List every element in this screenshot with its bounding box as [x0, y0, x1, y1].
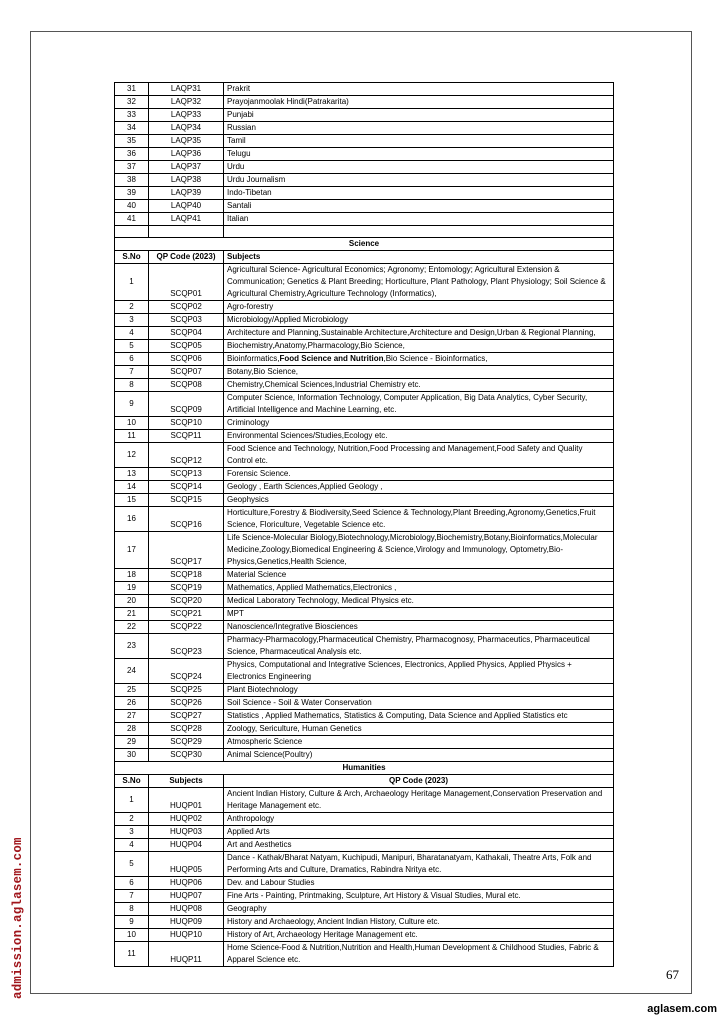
- row-subject: Urdu: [224, 161, 614, 174]
- row-subject: Art and Aesthetics: [224, 839, 614, 852]
- row-subject: Physics, Computational and Integrative Sciences, Electronics, Applied Physics, Applied Physics + Electronics Engineering: [224, 659, 614, 684]
- row-subject: Prayojanmoolak Hindi(Patrakarita): [224, 96, 614, 109]
- row-sno: 31: [115, 83, 149, 96]
- row-sno: 40: [115, 200, 149, 213]
- table-row: [115, 507, 614, 532]
- row-subject: Computer Science, Information Technology, Computer Application, Big Data Analytics, Cyber Security, Artificial Intelligence and Machine Learning, etc.: [224, 392, 614, 417]
- section-title-row: [115, 762, 614, 775]
- row-subject: Architecture and Planning,Sustainable Architecture,Architecture and Design,Urban & Regional Planning,: [224, 327, 614, 340]
- row-qp-code: SCQP04: [149, 327, 224, 340]
- row-qp-code: SCQP01: [149, 264, 224, 301]
- row-subject: Tamil: [224, 135, 614, 148]
- row-qp-code: SCQP29: [149, 736, 224, 749]
- row-subject: Geophysics: [224, 494, 614, 507]
- blank-cell: [224, 226, 614, 238]
- row-subject: Environmental Sciences/Studies,Ecology etc.: [224, 430, 614, 443]
- row-qp-code: LAQP39: [149, 187, 224, 200]
- table-row: [115, 595, 614, 608]
- row-subject: Punjabi: [224, 109, 614, 122]
- row-subject: MPT: [224, 608, 614, 621]
- table-row: [115, 697, 614, 710]
- row-sno: 6: [115, 877, 149, 890]
- subject-text: Bioinformatics,: [227, 354, 280, 363]
- row-sno: 13: [115, 468, 149, 481]
- row-qp-code: HUQP08: [149, 903, 224, 916]
- row-qp-code: HUQP04: [149, 839, 224, 852]
- table-row: [115, 532, 614, 569]
- row-subject: Life Science-Molecular Biology,Biotechnology,Microbiology,Biochemistry,Botany,Bioinformatics,Molecular Medicine,Zoology,Biomedical Engineering & Science,Virology and Immunology, Optometry,Bio-Physics,Genetics,Health Science,: [224, 532, 614, 569]
- table-row: [115, 200, 614, 213]
- table-row: [115, 916, 614, 929]
- row-qp-code: SCQP10: [149, 417, 224, 430]
- table-row: [115, 736, 614, 749]
- row-subject: Plant Biotechnology: [224, 684, 614, 697]
- row-subject: Agro-forestry: [224, 301, 614, 314]
- header-row: [115, 251, 614, 264]
- row-sno: 35: [115, 135, 149, 148]
- row-sno: 3: [115, 826, 149, 839]
- row-qp-code: SCQP21: [149, 608, 224, 621]
- row-subject: Agricultural Science- Agricultural Economics; Agronomy; Entomology; Agricultural Extension & Communication; Genetics & Plant Breeding; Horticulture, Plant Pathology, Plant Physiology; Soil Science & Agricultural Chemistry,Agriculture Technology (Informatics),: [224, 264, 614, 301]
- table-row: [115, 634, 614, 659]
- row-qp-code: HUQP05: [149, 852, 224, 877]
- row-qp-code: LAQP38: [149, 174, 224, 187]
- row-subject: Mathematics, Applied Mathematics,Electronics ,: [224, 582, 614, 595]
- row-subject: Criminology: [224, 417, 614, 430]
- blank-row: [115, 226, 614, 238]
- row-sno: 16: [115, 507, 149, 532]
- header-col2: Subjects: [149, 775, 224, 788]
- row-qp-code: SCQP13: [149, 468, 224, 481]
- row-subject: Geology , Earth Sciences,Applied Geology ,: [224, 481, 614, 494]
- row-subject: Russian: [224, 122, 614, 135]
- row-qp-code: HUQP03: [149, 826, 224, 839]
- blank-cell: [149, 226, 224, 238]
- row-subject: Statistics , Applied Mathematics, Statistics & Computing, Data Science and Applied Statistics etc: [224, 710, 614, 723]
- row-sno: 38: [115, 174, 149, 187]
- row-qp-code: SCQP18: [149, 569, 224, 582]
- row-qp-code: LAQP35: [149, 135, 224, 148]
- row-subject: Anthropology: [224, 813, 614, 826]
- header-sno: S.No: [115, 251, 149, 264]
- row-subject: Urdu Journalism: [224, 174, 614, 187]
- row-subject: Indo-Tibetan: [224, 187, 614, 200]
- row-qp-code: SCQP12: [149, 443, 224, 468]
- row-subject: Italian: [224, 213, 614, 226]
- row-sno: 1: [115, 264, 149, 301]
- row-qp-code: SCQP20: [149, 595, 224, 608]
- row-qp-code: SCQP30: [149, 749, 224, 762]
- row-subject: Horticulture,Forestry & Biodiversity,Seed Science & Technology,Plant Breeding,Agronomy,Genetics,Fruit Science, Floriculture, Vegetable Science etc.: [224, 507, 614, 532]
- row-subject: History and Archaeology, Ancient Indian History, Culture etc.: [224, 916, 614, 929]
- row-sno: 10: [115, 417, 149, 430]
- table-row: [115, 83, 614, 96]
- row-qp-code: SCQP24: [149, 659, 224, 684]
- table-row: [115, 813, 614, 826]
- table-row: [115, 161, 614, 174]
- table-row: [115, 96, 614, 109]
- table-row: [115, 903, 614, 916]
- table-row: [115, 443, 614, 468]
- row-sno: 22: [115, 621, 149, 634]
- row-qp-code: SCQP23: [149, 634, 224, 659]
- row-subject: Forensic Science.: [224, 468, 614, 481]
- row-sno: 12: [115, 443, 149, 468]
- row-qp-code: SCQP19: [149, 582, 224, 595]
- row-qp-code: SCQP11: [149, 430, 224, 443]
- row-sno: 18: [115, 569, 149, 582]
- row-sno: 33: [115, 109, 149, 122]
- blank-cell: [115, 226, 149, 238]
- header-col3: Subjects: [224, 251, 614, 264]
- row-sno: 23: [115, 634, 149, 659]
- table-row: [115, 890, 614, 903]
- row-sno: 37: [115, 161, 149, 174]
- table-row: [115, 481, 614, 494]
- table-row: [115, 608, 614, 621]
- table-row: [115, 788, 614, 813]
- row-qp-code: HUQP06: [149, 877, 224, 890]
- row-qp-code: SCQP07: [149, 366, 224, 379]
- row-qp-code: LAQP34: [149, 122, 224, 135]
- row-sno: 32: [115, 96, 149, 109]
- row-sno: 20: [115, 595, 149, 608]
- row-subject: Prakrit: [224, 83, 614, 96]
- science-section-title: Science: [115, 238, 614, 251]
- row-subject: Biochemistry,Anatomy,Pharmacology,Bio Science,: [224, 340, 614, 353]
- row-sno: 30: [115, 749, 149, 762]
- row-qp-code: SCQP14: [149, 481, 224, 494]
- table-row: [115, 264, 614, 301]
- row-qp-code: SCQP06: [149, 353, 224, 366]
- page-number: 67: [666, 967, 679, 982]
- row-sno: 3: [115, 314, 149, 327]
- row-qp-code: LAQP31: [149, 83, 224, 96]
- table-row: [115, 839, 614, 852]
- table-row: [115, 929, 614, 942]
- row-subject: Microbiology/Applied Microbiology: [224, 314, 614, 327]
- row-sno: 17: [115, 532, 149, 569]
- row-sno: 9: [115, 916, 149, 929]
- table-row: [115, 301, 614, 314]
- row-sno: 11: [115, 942, 149, 967]
- footer-watermark: aglasem.com: [647, 1003, 717, 1015]
- row-subject: [224, 353, 614, 366]
- row-sno: 14: [115, 481, 149, 494]
- row-sno: 10: [115, 929, 149, 942]
- row-sno: 34: [115, 122, 149, 135]
- row-sno: 5: [115, 340, 149, 353]
- row-subject: History of Art, Archaeology Heritage Management etc.: [224, 929, 614, 942]
- table-row: [115, 877, 614, 890]
- section-title-row: [115, 238, 614, 251]
- row-subject: Fine Arts - Painting, Printmaking, Sculpture, Art History & Visual Studies, Mural etc.: [224, 890, 614, 903]
- row-subject: Zoology, Sericulture, Human Genetics: [224, 723, 614, 736]
- side-watermark: admission.aglasem.com: [11, 837, 25, 999]
- header-row: [115, 775, 614, 788]
- row-qp-code: SCQP22: [149, 621, 224, 634]
- row-sno: 21: [115, 608, 149, 621]
- table-row: [115, 430, 614, 443]
- row-subject: Ancient Indian History, Culture & Arch, Archaeology Heritage Management,Conservation Preservation and Heritage Management etc.: [224, 788, 614, 813]
- subject-text: ,Bio Science - Bioinformatics,: [383, 354, 488, 363]
- row-sno: 25: [115, 684, 149, 697]
- row-qp-code: SCQP27: [149, 710, 224, 723]
- row-qp-code: LAQP36: [149, 148, 224, 161]
- table-row: [115, 135, 614, 148]
- table-row: [115, 621, 614, 634]
- row-qp-code: HUQP02: [149, 813, 224, 826]
- table-row: [115, 852, 614, 877]
- row-subject: Dev. and Labour Studies: [224, 877, 614, 890]
- table-row: [115, 379, 614, 392]
- row-qp-code: SCQP28: [149, 723, 224, 736]
- row-sno: 24: [115, 659, 149, 684]
- row-sno: 5: [115, 852, 149, 877]
- row-qp-code: LAQP32: [149, 96, 224, 109]
- row-qp-code: SCQP17: [149, 532, 224, 569]
- row-sno: 7: [115, 890, 149, 903]
- row-subject: Pharmacy-Pharmacology,Pharmaceutical Chemistry, Pharmacognosy, Pharmaceutics, Pharmaceutical Science, Pharmaceutical Analysis etc.: [224, 634, 614, 659]
- row-sno: 27: [115, 710, 149, 723]
- row-qp-code: LAQP41: [149, 213, 224, 226]
- row-qp-code: LAQP40: [149, 200, 224, 213]
- subjects-table: [114, 82, 614, 967]
- subject-bold-text: Food Science and Nutrition: [279, 354, 384, 363]
- row-sno: 39: [115, 187, 149, 200]
- row-sno: 26: [115, 697, 149, 710]
- row-qp-code: SCQP05: [149, 340, 224, 353]
- row-sno: 19: [115, 582, 149, 595]
- row-sno: 2: [115, 301, 149, 314]
- table-row: [115, 659, 614, 684]
- row-qp-code: HUQP09: [149, 916, 224, 929]
- row-subject: Medical Laboratory Technology, Medical Physics etc.: [224, 595, 614, 608]
- row-subject: Telugu: [224, 148, 614, 161]
- row-subject: Dance - Kathak/Bharat Natyam, Kuchipudi, Manipuri, Bharatanatyam, Kathakali, Theatre Arts, Folk and Performing Arts and Culture, Dramatics, Rabindra Nritya etc.: [224, 852, 614, 877]
- row-qp-code: LAQP37: [149, 161, 224, 174]
- row-sno: 4: [115, 839, 149, 852]
- row-sno: 36: [115, 148, 149, 161]
- row-subject: Atmospheric Science: [224, 736, 614, 749]
- table-row: [115, 187, 614, 200]
- row-sno: 7: [115, 366, 149, 379]
- table-row: [115, 109, 614, 122]
- table-row: [115, 710, 614, 723]
- row-qp-code: LAQP33: [149, 109, 224, 122]
- row-qp-code: HUQP11: [149, 942, 224, 967]
- table-row: [115, 569, 614, 582]
- row-sno: 6: [115, 353, 149, 366]
- row-qp-code: HUQP10: [149, 929, 224, 942]
- header-col3: QP Code (2023): [224, 775, 614, 788]
- row-qp-code: SCQP03: [149, 314, 224, 327]
- row-subject: Food Science and Technology, Nutrition,Food Processing and Management,Food Safety and Quality Control etc.: [224, 443, 614, 468]
- row-qp-code: SCQP09: [149, 392, 224, 417]
- row-subject: Chemistry,Chemical Sciences,Industrial Chemistry etc.: [224, 379, 614, 392]
- table-row: [115, 417, 614, 430]
- table-row: [115, 340, 614, 353]
- header-sno: S.No: [115, 775, 149, 788]
- row-qp-code: SCQP15: [149, 494, 224, 507]
- table-row: [115, 314, 614, 327]
- table-row: [115, 723, 614, 736]
- row-sno: 4: [115, 327, 149, 340]
- row-sno: 2: [115, 813, 149, 826]
- row-qp-code: SCQP08: [149, 379, 224, 392]
- table-row: [115, 942, 614, 967]
- row-subject: Nanoscience/Integrative Biosciences: [224, 621, 614, 634]
- row-sno: 28: [115, 723, 149, 736]
- row-sno: 8: [115, 379, 149, 392]
- row-subject: Home Science-Food & Nutrition,Nutrition and Health,Human Development & Childhood Studies, Fabric & Apparel Science etc.: [224, 942, 614, 967]
- row-sno: 15: [115, 494, 149, 507]
- table-row: [115, 749, 614, 762]
- row-sno: 8: [115, 903, 149, 916]
- row-sno: 1: [115, 788, 149, 813]
- row-sno: 29: [115, 736, 149, 749]
- row-sno: 9: [115, 392, 149, 417]
- table-row: [115, 826, 614, 839]
- row-subject: Soil Science - Soil & Water Conservation: [224, 697, 614, 710]
- header-col2: QP Code (2023): [149, 251, 224, 264]
- row-qp-code: HUQP01: [149, 788, 224, 813]
- table-row: [115, 148, 614, 161]
- table-row: [115, 392, 614, 417]
- table-row: [115, 353, 614, 366]
- table-row: [115, 684, 614, 697]
- table-row: [115, 122, 614, 135]
- row-qp-code: SCQP02: [149, 301, 224, 314]
- table-row: [115, 494, 614, 507]
- humanities-section-title: Humanities: [115, 762, 614, 775]
- table-row: [115, 582, 614, 595]
- row-subject: Material Science: [224, 569, 614, 582]
- table-row: [115, 174, 614, 187]
- row-qp-code: SCQP25: [149, 684, 224, 697]
- row-sno: 41: [115, 213, 149, 226]
- table-row: [115, 468, 614, 481]
- table-row: [115, 366, 614, 379]
- row-subject: Geography: [224, 903, 614, 916]
- row-qp-code: HUQP07: [149, 890, 224, 903]
- row-subject: Santali: [224, 200, 614, 213]
- row-subject: Botany,Bio Science,: [224, 366, 614, 379]
- table-row: [115, 327, 614, 340]
- row-qp-code: SCQP16: [149, 507, 224, 532]
- row-subject: Animal Science(Poultry): [224, 749, 614, 762]
- row-qp-code: SCQP26: [149, 697, 224, 710]
- table-row: [115, 213, 614, 226]
- row-subject: Applied Arts: [224, 826, 614, 839]
- row-sno: 11: [115, 430, 149, 443]
